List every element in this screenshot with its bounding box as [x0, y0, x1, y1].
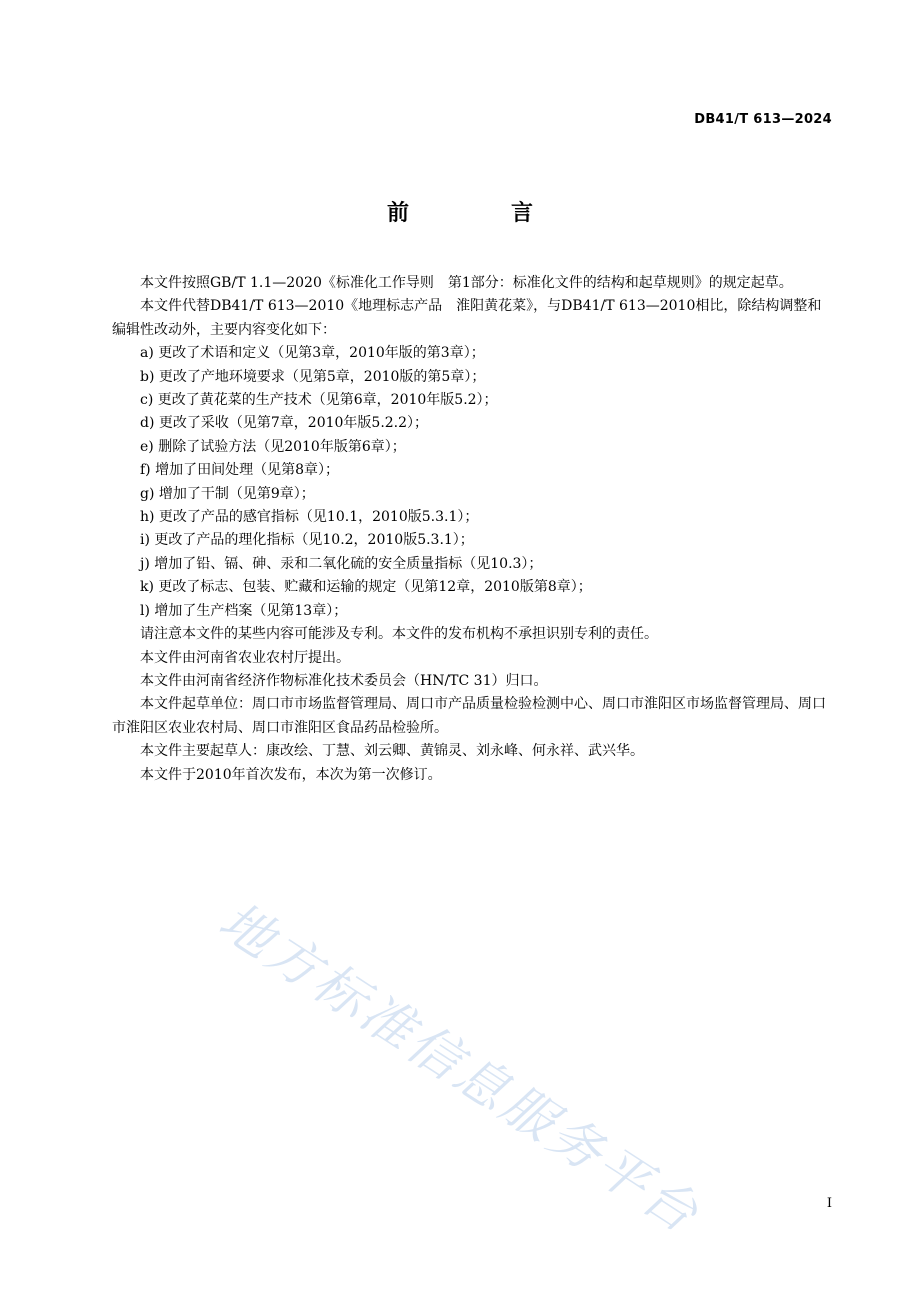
list-item: c) 更改了黄花菜的生产技术（见第6章，2010年版5.2）； — [140, 392, 498, 409]
list-item: h) 更改了产品的感官指标（见10.1，2010版5.3.1）； — [140, 509, 479, 526]
list-item: b) 更改了产地环境要求（见第5章，2010版的第5章）； — [140, 368, 486, 385]
list-item: e) 删除了试验方法（见2010年版第6章）； — [140, 438, 406, 455]
page-title: 前 言 — [386, 201, 573, 226]
paragraph-patent-notice: 请注意本文件的某些内容可能涉及专利。本文件的发布机构不承担识别专利的责任。 — [140, 626, 658, 643]
paragraph-drafters: 本文件主要起草人：康改绘、丁慧、刘云卿、黄锦灵、刘永峰、何永祥、武兴华。 — [140, 743, 644, 760]
list-item: k) 更改了标志、包装、贮藏和运输的规定（见第12章，2010版第8章）； — [140, 579, 592, 596]
list-item: f) 增加了田间处理（见第8章）； — [140, 462, 340, 479]
paragraph-publication-history: 本文件于2010年首次发布，本次为第一次修订。 — [140, 766, 442, 783]
standard-code: DB41/T 613—2024 — [694, 112, 832, 127]
paragraph-technical-committee: 本文件由河南省经济作物标准化技术委员会（HN/TC 31）归口。 — [140, 672, 548, 689]
page-number: I — [826, 1196, 832, 1211]
paragraph-proposer: 本文件由河南省农业农村厅提出。 — [140, 649, 350, 666]
paragraph-drafting-units: 本文件起草单位：周口市市场监督管理局、周口市产品质量检验检测中心、周口市淮阳区市场监督管理局、周口市淮阳区农业农村局、周口市淮阳区食品药品检验所。 — [112, 696, 826, 736]
list-item: d) 更改了采收（见第7章，2010年版5.2.2）； — [140, 415, 429, 432]
paragraph-drafting-basis: 本文件按照GB/T 1.1—2020《标准化工作导则 第1部分：标准化文件的结构和起草规则》的规定起草。 — [140, 275, 793, 291]
list-item: l) 增加了生产档案（见第13章）； — [140, 602, 348, 619]
paragraph-replacement: 本文件代替DB41/T 613—2010《地理标志产品 淮阳黄花菜》，与DB41/T 613—2010相比，除结构调整和编辑性改动外，主要内容变化如下： — [112, 298, 822, 338]
list-item: a) 更改了术语和定义（见第3章，2010年版的第3章）； — [140, 345, 485, 362]
list-item: i) 更改了产品的理化指标（见10.2，2010版5.3.1）； — [140, 532, 474, 549]
list-item: g) 增加了干制（见第9章）； — [140, 485, 315, 502]
list-item: j) 增加了铅、镉、砷、汞和二氧化硫的安全质量指标（见10.3）； — [140, 555, 543, 572]
watermark: 地方标准信息服务平台 — [208, 890, 711, 1247]
foreword-body — [112, 272, 834, 787]
